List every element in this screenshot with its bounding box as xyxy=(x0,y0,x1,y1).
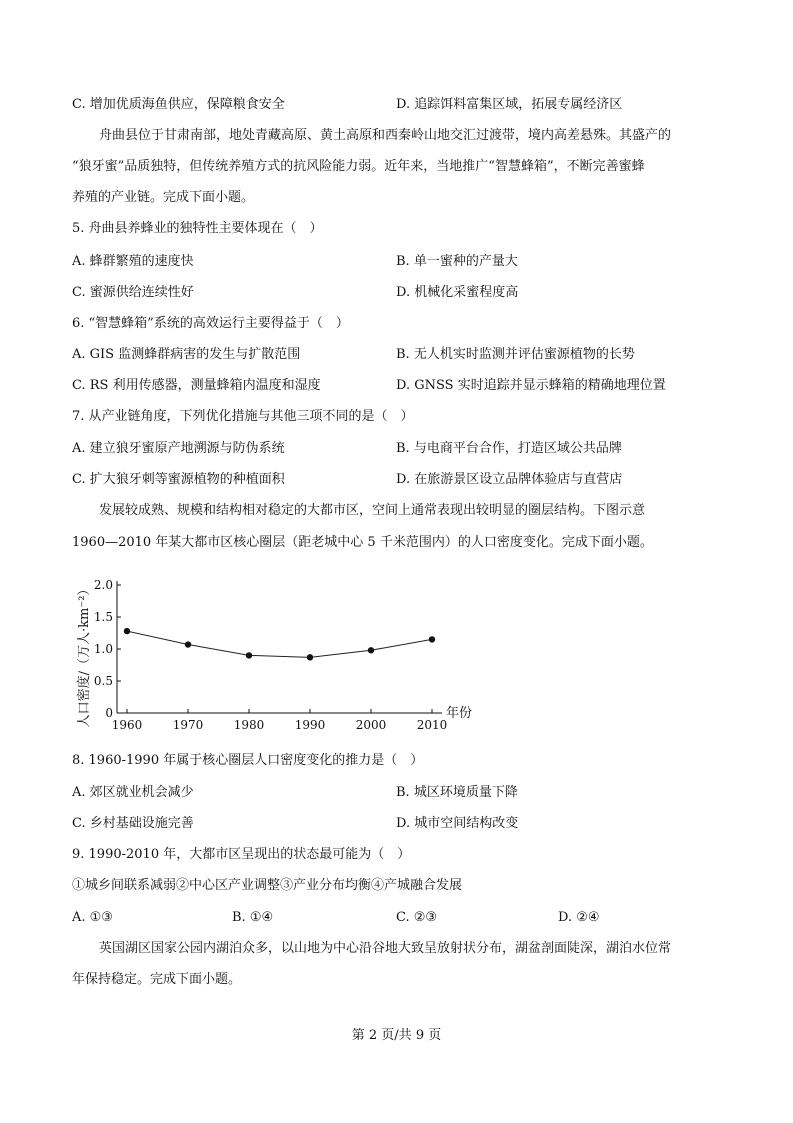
q6-option-a: A. GIS 监测蜂群病害的发生与扩散范围 xyxy=(72,347,301,362)
q9-stem: 9. 1990-2010 年，大都市区呈现出的状态最可能为（ ） xyxy=(72,847,411,862)
q6-option-c: C. RS 利用传感器，测量蜂箱内温度和湿度 xyxy=(72,378,321,393)
y-tick-label: 1.5 xyxy=(93,610,113,624)
x-tick-label: 1980 xyxy=(233,718,265,732)
passage1-line2: “狼牙蜜”品质独特，但传统养殖方式的抗风险能力弱。近年来，当地推广“智慧蜂箱”，不断完善蜜蜂 xyxy=(72,159,645,174)
y-axis-label: 人口密度/（万人·km⁻²） xyxy=(77,582,92,728)
data-point xyxy=(307,654,313,660)
y-tick-label: 2.0 xyxy=(93,578,113,592)
q7-option-c: C. 扩大狼牙刺等蜜源植物的种植面积 xyxy=(72,472,285,487)
q8-option-d: D. 城市空间结构改变 xyxy=(396,816,519,831)
data-point xyxy=(246,652,252,658)
q4-option-d: D. 追踪饵料富集区域，拓展专属经济区 xyxy=(396,97,623,112)
q9-option-d: D. ②④ xyxy=(558,910,600,925)
passage3-line1: 英国湖区国家公园内湖泊众多，以山地为中心沿谷地大致呈放射状分布，湖盆剖面陡深，湖泊水位常 xyxy=(99,941,672,956)
data-point xyxy=(124,628,130,634)
x-tick-label: 1960 xyxy=(111,718,143,732)
q5-option-d: D. 机械化采蜜程度高 xyxy=(396,285,519,300)
q9-statements: ①城乡间联系减弱②中心区产业调整③产业分布均衡④产城融合发展 xyxy=(72,878,463,893)
data-point xyxy=(185,641,191,647)
q7-option-b: B. 与电商平台合作，打造区域公共品牌 xyxy=(396,441,622,456)
x-tick-label: 2000 xyxy=(355,718,387,732)
population-density-chart xyxy=(70,568,490,743)
series-line xyxy=(127,631,432,657)
data-point xyxy=(429,636,435,642)
q7-option-d: D. 在旅游景区设立品牌体验店与直营店 xyxy=(396,472,623,487)
q4-option-c: C. 增加优质海鱼供应，保障粮食安全 xyxy=(72,97,285,112)
chart-svg xyxy=(70,568,490,743)
q5-stem: 5. 舟曲县养蜂业的独特性主要体现在（ ） xyxy=(72,221,323,236)
q6-stem: 6. “智慧蜂箱”系统的高效运行主要得益于（ ） xyxy=(72,316,349,331)
passage3-line2: 年保持稳定。完成下面小题。 xyxy=(72,972,242,987)
q6-option-b: B. 无人机实时监测并评估蜜源植物的长势 xyxy=(396,347,635,362)
q8-option-a: A. 郊区就业机会减少 xyxy=(72,785,194,800)
q9-option-b: B. ①④ xyxy=(232,910,274,925)
x-tick-label: 1970 xyxy=(172,718,204,732)
y-tick-label: 0.5 xyxy=(93,674,113,688)
q5-option-a: A. 蜂群繁殖的速度快 xyxy=(72,254,194,269)
passage2-line2: 1960—2010 年某大都市区核心圈层（距老城中心 5 千米范围内）的人口密度变化。完成下面小题。 xyxy=(72,535,653,550)
x-tick-label: 1990 xyxy=(294,718,326,732)
data-point xyxy=(368,647,374,653)
y-tick-label: 0 xyxy=(105,706,113,720)
q8-stem: 8. 1960-1990 年属于核心圈层人口密度变化的推力是（ ） xyxy=(72,753,424,768)
q5-option-b: B. 单一蜜种的产量大 xyxy=(396,254,518,269)
q8-option-c: C. 乡村基础设施完善 xyxy=(72,816,194,831)
q7-option-a: A. 建立狼牙蜜原产地溯源与防伪系统 xyxy=(72,441,285,456)
q9-option-a: A. ①③ xyxy=(72,910,113,925)
x-axis-label: 年份 xyxy=(446,706,473,721)
passage2-line1: 发展较成熟、规模和结构相对稳定的大都市区，空间上通常表现出较明显的圈层结构。下图示意 xyxy=(99,503,646,518)
q6-option-d: D. GNSS 实时追踪并显示蜂箱的精确地理位置 xyxy=(396,378,666,393)
page-footer: 第 2 页/共 9 页 xyxy=(351,1028,442,1043)
passage1-line3: 养殖的产业链。完成下面小题。 xyxy=(72,190,255,205)
q7-stem: 7. 从产业链角度，下列优化措施与其他三项不同的是（ ） xyxy=(72,409,414,424)
q5-option-c: C. 蜜源供给连续性好 xyxy=(72,285,194,300)
x-tick-label: 2010 xyxy=(416,718,448,732)
y-tick-label: 1.0 xyxy=(93,642,113,656)
q9-option-c: C. ②③ xyxy=(396,910,438,925)
q8-option-b: B. 城区环境质量下降 xyxy=(396,785,518,800)
passage1-line1: 舟曲县位于甘肃南部，地处青藏高原、黄土高原和西秦岭山地交汇过渡带，境内高差悬殊。其盛产的 xyxy=(99,128,672,143)
